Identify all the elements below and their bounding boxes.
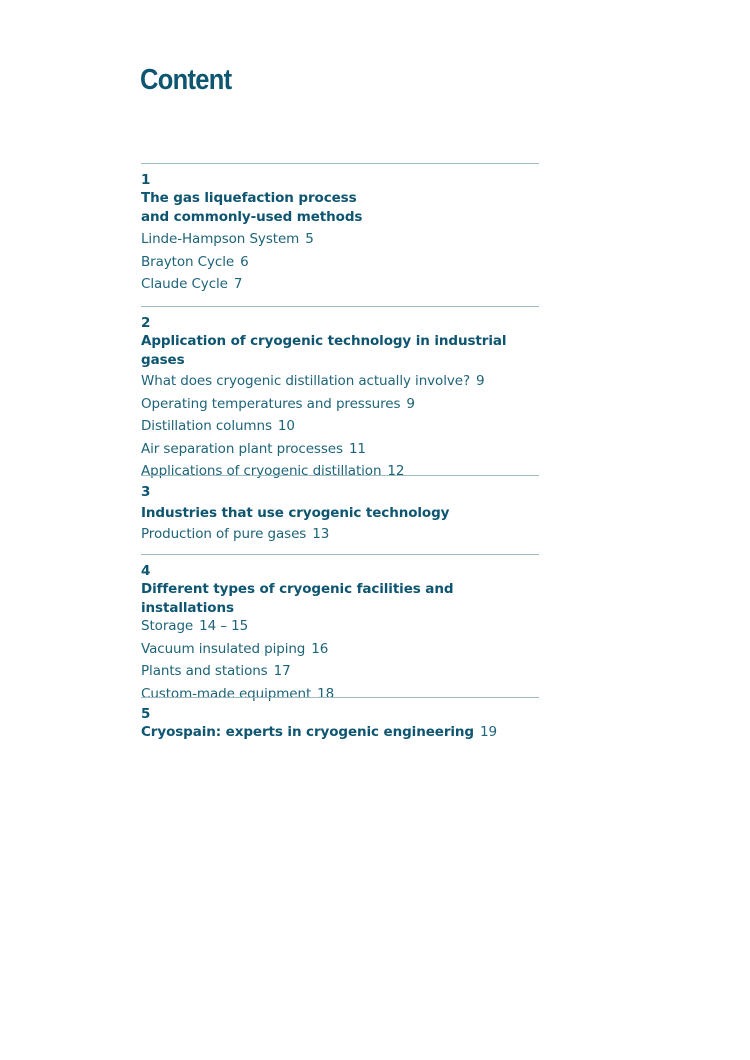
entry-page: 6 [240, 253, 249, 270]
toc-section-3 [141, 483, 541, 546]
section-heading[interactable] [141, 723, 541, 742]
entry-label: Operating temperatures and pressures [141, 395, 401, 412]
section-heading[interactable] [141, 189, 541, 227]
toc-entry[interactable] [141, 415, 541, 438]
entry-page: 16 [311, 640, 329, 657]
divider [141, 306, 539, 307]
toc-entry[interactable] [141, 370, 541, 393]
entry-label: Plants and stations [141, 663, 268, 679]
entry-page: 14 – 15 [199, 618, 249, 634]
entry-page: 19 [480, 724, 497, 740]
entry-label: Production of pure gases [141, 526, 307, 542]
entry-page: 10 [277, 418, 295, 434]
page-title: Content [140, 64, 232, 96]
heading-line: Cryospain: experts in cryogenic engineering [141, 724, 474, 740]
toc-section-2 [141, 314, 541, 483]
section-number: 4 [141, 563, 151, 579]
divider [141, 554, 539, 555]
toc-entry[interactable] [141, 683, 541, 706]
divider [141, 475, 539, 476]
entry-label: Applications of cryogenic distillation [141, 463, 382, 479]
heading-line: Industries that use cryogenic technology [141, 505, 450, 521]
heading-line: Application of cryogenic technology in industrial gases [141, 333, 507, 368]
section-heading[interactable] [141, 332, 541, 370]
divider [141, 163, 539, 164]
heading-line: Different types of cryogenic facilities and installations [141, 581, 454, 616]
toc-section-5 [141, 705, 541, 742]
entry-page: 17 [273, 663, 291, 679]
entry-page: 5 [305, 231, 314, 247]
entry-page: 11 [348, 440, 366, 457]
entry-label: Linde-Hampson System [141, 231, 300, 247]
toc-section-4 [141, 562, 541, 705]
entry-page: 9 [476, 373, 485, 389]
heading-line: and commonly-used methods [141, 209, 363, 225]
entry-page: 12 [387, 463, 405, 479]
toc-entry[interactable] [141, 273, 541, 296]
section-number: 2 [141, 315, 151, 331]
toc-entry[interactable] [141, 615, 541, 638]
toc-entry[interactable] [141, 523, 541, 546]
entry-label: Distillation columns [141, 418, 272, 434]
toc-entry[interactable] [141, 660, 541, 683]
section-number: 5 [141, 706, 151, 722]
entry-label: Vacuum insulated piping [141, 640, 306, 657]
toc-entry[interactable] [141, 460, 541, 483]
divider [141, 697, 539, 698]
entry-label: Brayton Cycle [141, 253, 235, 270]
entry-page: 7 [233, 276, 243, 292]
entry-page: 9 [406, 395, 415, 412]
toc-entry[interactable] [141, 438, 541, 461]
toc-section-1 [141, 171, 541, 296]
entry-label: Air separation plant processes [141, 440, 343, 457]
entry-label: What does cryogenic distillation actually involve? [141, 373, 471, 389]
entry-label: Claude Cycle [141, 276, 228, 292]
toc-entry[interactable] [141, 251, 541, 274]
entry-label: Storage [141, 618, 194, 634]
section-number: 1 [141, 172, 151, 188]
heading-line: The gas liquefaction process [141, 190, 357, 206]
section-heading[interactable] [141, 504, 541, 523]
entry-page: 18 [317, 685, 335, 702]
toc-entry[interactable] [141, 638, 541, 661]
section-heading[interactable] [141, 580, 541, 618]
toc-entry[interactable] [141, 228, 541, 251]
toc-entry[interactable] [141, 393, 541, 416]
entry-page: 13 [312, 526, 330, 542]
entry-label: Custom-made equipment [141, 685, 312, 702]
section-number: 3 [141, 484, 151, 500]
